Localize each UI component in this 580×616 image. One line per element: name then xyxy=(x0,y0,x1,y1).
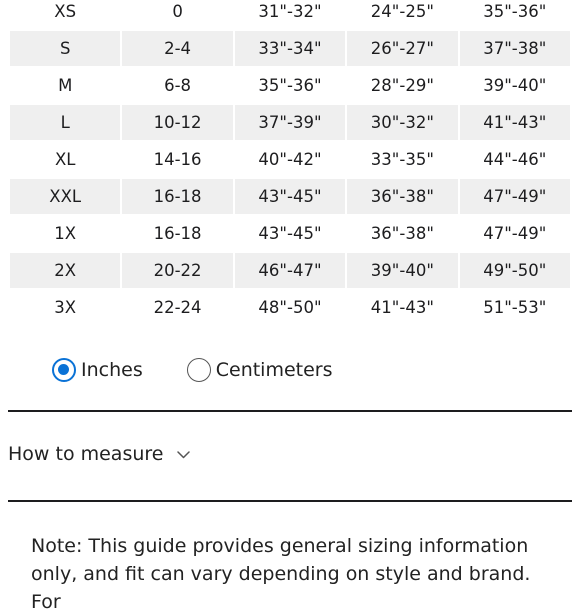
hip-cell: 37"-38" xyxy=(460,31,570,66)
size-cell: M xyxy=(58,76,73,95)
waist-cell: 28"-29" xyxy=(370,76,434,95)
waist-cell: 33"-35" xyxy=(370,150,434,169)
table-row xyxy=(10,0,570,29)
size-cell: XL xyxy=(54,150,76,169)
note-text: This guide provides general sizing information only, and fit can vary depending on style and brand. For xyxy=(31,535,531,613)
us-size-cell: 20-22 xyxy=(122,253,232,288)
chevron-down-icon xyxy=(177,451,190,459)
inches-radio[interactable] xyxy=(52,358,76,382)
hip-cell: 44"-46" xyxy=(483,150,547,169)
us-size-cell: 16-18 xyxy=(122,179,232,214)
bust-cell: 37"-39" xyxy=(235,105,345,140)
table-row xyxy=(10,142,570,177)
sizing-note xyxy=(31,532,561,616)
inches-option[interactable] xyxy=(52,358,143,382)
hip-cell: 49"-50" xyxy=(460,253,570,288)
how-to-measure-toggle[interactable] xyxy=(8,443,190,465)
divider xyxy=(8,500,572,502)
size-cell: L xyxy=(10,105,120,140)
waist-cell: 26"-27" xyxy=(347,31,457,66)
unit-toggle xyxy=(52,358,333,382)
size-cell: XS xyxy=(54,2,77,21)
table-row xyxy=(10,290,570,325)
size-cell: 2X xyxy=(10,253,120,288)
note-prefix: Note: xyxy=(31,535,83,557)
size-chart-table xyxy=(8,0,572,327)
bust-cell: 48"-50" xyxy=(258,298,322,317)
size-cell: S xyxy=(10,31,120,66)
bust-cell: 43"-45" xyxy=(235,179,345,214)
centimeters-label: Centimeters xyxy=(215,359,333,381)
bust-cell: 40"-42" xyxy=(258,150,322,169)
us-size-cell: 22-24 xyxy=(153,298,202,317)
bust-cell: 43"-45" xyxy=(258,224,322,243)
us-size-cell: 10-12 xyxy=(122,105,232,140)
waist-cell: 24"-25" xyxy=(370,2,434,21)
hip-cell: 47"-49" xyxy=(483,224,547,243)
table-row xyxy=(10,31,570,66)
table-row xyxy=(10,105,570,140)
us-size-cell: 0 xyxy=(172,2,183,21)
size-cell: 3X xyxy=(54,298,77,317)
us-size-cell: 6-8 xyxy=(164,76,192,95)
centimeters-radio[interactable] xyxy=(187,358,211,382)
waist-cell: 30"-32" xyxy=(347,105,457,140)
us-size-cell: 14-16 xyxy=(153,150,202,169)
table-row xyxy=(10,216,570,251)
how-to-measure-label: How to measure xyxy=(8,443,164,465)
centimeters-option[interactable] xyxy=(187,358,333,382)
size-cell: XXL xyxy=(10,179,120,214)
bust-cell: 33"-34" xyxy=(235,31,345,66)
bust-cell: 46"-47" xyxy=(235,253,345,288)
bust-cell: 35"-36" xyxy=(258,76,322,95)
bust-cell: 31"-32" xyxy=(258,2,322,21)
hip-cell: 47"-49" xyxy=(460,179,570,214)
hip-cell: 35"-36" xyxy=(483,2,547,21)
us-size-cell: 2-4 xyxy=(122,31,232,66)
inches-label: Inches xyxy=(81,359,143,381)
hip-cell: 39"-40" xyxy=(483,76,547,95)
hip-cell: 41"-43" xyxy=(460,105,570,140)
size-cell: 1X xyxy=(54,224,77,243)
waist-cell: 41"-43" xyxy=(370,298,434,317)
divider xyxy=(8,410,572,412)
us-size-cell: 16-18 xyxy=(153,224,202,243)
hip-cell: 51"-53" xyxy=(483,298,547,317)
waist-cell: 39"-40" xyxy=(347,253,457,288)
table-row xyxy=(10,253,570,288)
size-chart-body xyxy=(10,0,570,325)
table-row xyxy=(10,68,570,103)
table-row xyxy=(10,179,570,214)
waist-cell: 36"-38" xyxy=(347,179,457,214)
waist-cell: 36"-38" xyxy=(370,224,434,243)
